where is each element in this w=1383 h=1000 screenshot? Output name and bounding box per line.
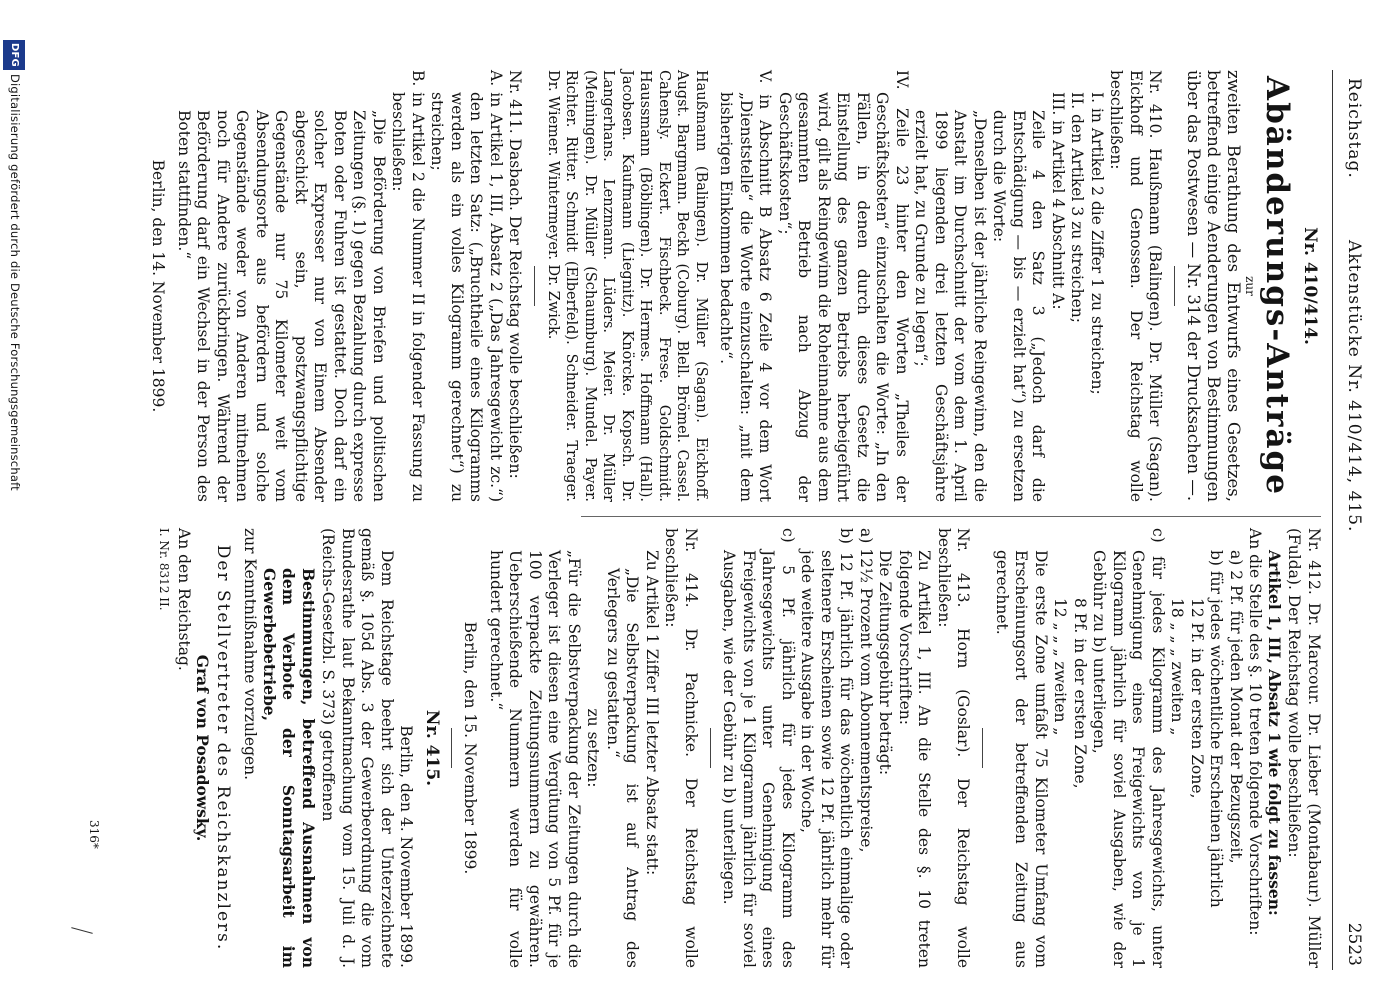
folio-mark: 316*	[87, 820, 101, 849]
amendment-410-signers: Haußmann (Balingen). Dr. Müller (Sagan). Eickhoff. Augst. Bargmann. Beckh (Coburg). Blell. Brömel. Cassel. Cahensly. Eckert. Fischbeck. Frese. Goldschmidt. Haussmann (Böblingen). Dr. Hermes. Hoffmann (Hall). Jacobsen. Kaufmann (Liegnitz). Knörcke. Kopsch. Dr. Langerhans. Lenzmann. Lüders. Meier. Dr. Müller (Meiningen). Dr. Müller (Schaumburg). Mundel. Payer. Richter. Ritter. Schmidt (Elberfeld). Schneider. Traeger. Dr. Wiemer. Wintermeyer. Dr. Zwick.	[545, 70, 709, 502]
intro-paragraph: zweiten Berathung des Entwurfs eines Gesetzes, betreffend einige Aenderungen von Bestimmungen über das Postwesen — Nr. 314 der Drucksachen —.	[1184, 70, 1244, 502]
amendment-411-head: Nr. 411. Dasbach. Der Reichstag wolle beschließen:	[506, 70, 525, 479]
amendment-410-item-6: IV. Zeile 23 hinter den Worten „Theiles der Geschäftskosten“ einzuschalten die Worte: „In den Fällen, in denen durch dieses Gesetz die Einstellung des ganzen Betriebs herbeigeführt wird, gilt als Reingewinn die Roheinnahme aus dem gesammten Betrieb nach Abzug der Geschäftskosten“;	[776, 70, 911, 502]
amendment-412-c1: 8 Pf. in der ersten Zone,	[1071, 598, 1089, 789]
running-header	[1337, 70, 1363, 970]
divider	[1175, 266, 1176, 306]
header-rule	[1332, 70, 1333, 970]
amendment-414-zu-setzen: zu setzen:	[584, 708, 603, 788]
amendment-411-a: A. in Artikel 1, III, Absatz 2 („Das Jahresgewicht zc.“) den letzten Satz: („Bruchtheile eines Kilogramms werden als ein volles Kilogramm gerechnet“) zu streichen;	[428, 70, 505, 502]
amendment-410-item-4: Zeile 4 den Satz 3 („Jedoch darf die Entschädigung — bis — erzielt hat“) zu ersetzen durch die Worte:	[990, 110, 1048, 502]
amendment-412-a: a) 2 Pf. für jeden Monat der Bezugszeit,	[1227, 550, 1245, 864]
divider	[983, 728, 984, 768]
amendment-414-old: „Die Selbstverpackung ist auf Antrag des Verlegers zu gestatten.“	[604, 568, 642, 968]
document-415-end: zur Kenntnißnahme vorzulegen.	[241, 528, 260, 781]
header-page-number: 2523	[1344, 922, 1364, 966]
left-column	[148, 70, 1323, 502]
document-415-head: Nr. 415.	[422, 709, 442, 787]
header-reichstag: Reichstag.	[1344, 78, 1364, 179]
amendment-414-new: „Für die Selbstverpackung der Zeitungen durch die Verleger ist diesen eine Vergütung von 5 Pf. für je 100 verpackte Zeitungsnummern zu gewähren. Ueberschießende Nummern werden für volle hundert gerechnet.“	[487, 550, 583, 968]
divider	[535, 266, 536, 306]
amendment-412-b: b) für jedes wöchentliche Erscheinen jährlich	[1207, 550, 1226, 908]
amendment-410-item-2: II. den Artikel 3 zu streichen;	[1068, 92, 1087, 323]
column-separator	[581, 516, 1321, 517]
document-415-signature-name: Graf von Posadowsky.	[193, 654, 213, 842]
amendment-413-a: a) 12½ Prozent vom Abonnementspreise,	[857, 528, 875, 853]
amendment-412-lead: An die Stelle des §. 10 treten folgende Vorschriften:	[1246, 528, 1265, 936]
amendment-412-zone: Die erste Zone umfaßt 75 Kilometer Umfang vom Erscheinungsort der betreffenden Zeitung aus gerechnet.	[993, 550, 1050, 968]
heading-nr-410-414: Nr. 410/414.	[1300, 227, 1320, 345]
amendment-414-head: Nr. 414. Dr. Pachnicke. Der Reichstag wolle beschließen:	[662, 528, 700, 968]
amendment-412-b2: 18 „ „ „ zweiten „	[1168, 598, 1187, 736]
amendment-411-quote: „Die Beförderung von Briefen und politischen Zeitungen (§. 1) gegen Bezahlung durch expresse Boten oder Fuhren ist gestattet. Doch darf ein solcher Expresser nur von Einem Absender abgeschickt sein, postzwangspflichtige Gegenstände nur 75 Kilometer weit vom Absendungsorte aus befördern und solche Gegenstände weder von Anderen mitnehmen noch für Andere zurückbringen. Während der Beförderung darf ein Wechsel in der Person des Boten stattfinden.“	[175, 110, 388, 502]
footnote-text: Digitalisierung gefördert durch die Deutsche Forschungsgemeinschaft	[8, 73, 22, 491]
amendment-411-b: B. in Artikel 2 die Nummer II in folgender Fassung zu beschließen:	[389, 70, 427, 502]
document-415-reference: I. Nr. 8312 II.	[157, 528, 172, 611]
divider	[710, 728, 711, 768]
document-415-address: An den Reichstag.	[175, 528, 193, 671]
digitization-footnote	[4, 40, 26, 491]
amendment-412-b1: 12 Pf. in der ersten Zone,	[1188, 598, 1206, 799]
dfg-logo: DFG	[4, 40, 26, 70]
amendment-412-c2: 12 „ „ „ zweiten „	[1051, 598, 1070, 736]
right-column	[154, 528, 1323, 968]
amendment-413-c: c) 5 Pf. jährlich für jedes Kilogramm des Jahresgewichts unter Genehmigung eines Freigewichts von je 1 Kilogramm jährlich für soviel Ausgaben, wie der Gebühr zu b) unterliegen.	[720, 528, 797, 968]
amendment-412-c: c) für jedes Kilogramm des Jahresgewichts, unter Genehmigung eines Freigewichts von je 1 Kilogramm jährlich für soviel Ausgaben, wie der Gebühr zu b) unterliegen,	[1090, 528, 1167, 968]
amendment-412-article: Artikel 1, III, Absatz 1 wie folgt zu fassen:	[1265, 550, 1284, 916]
heading-abaenderungs-antraege: Abänderungs-Anträge	[1259, 76, 1296, 496]
pen-mark	[71, 927, 93, 934]
amendment-413-article: Zu Artikel 1, III. An die Stelle des §. 10 treten folgende Vorschriften:	[896, 550, 934, 968]
document-415-signature-title: Der Stellvertreter des Reichskanzlers.	[213, 544, 233, 952]
amendment-413-head: Nr. 413. Horn (Goslar). Der Reichstag wolle beschließen:	[935, 528, 973, 968]
amendment-413-b: b) 12 Pf. jährlich für das wöchentlich einmalige oder seltenere Erscheinen sowie 12 Pf. jährlich mehr für jede weitere Ausgabe in der Woche,	[798, 528, 856, 968]
amendment-410-item-5: „Denselben ist der jährliche Reingewinn, den die Anstalt im Durchschnitt der vom dem 1. April 1899 liegenden drei letzten Geschäftsjahre erzielt hat, zu Grunde zu legen“;	[912, 110, 989, 502]
amendment-414-article: Zu Artikel 1 Ziffer III letzter Absatz statt:	[643, 550, 661, 876]
document-415-date: Berlin, den 4. November 1899.	[397, 725, 416, 968]
document-415-text: Dem Reichstage beehrt sich der Unterzeichnete gemäß §. 105d Abs. 3 der Gewerbeordnung die vom Bundesrathe laut Bekanntmachung vom 15. Juli d. J. (Reichs-Gesetzbl. S. 373) getroffenen	[319, 528, 396, 968]
amendment-410-item-3: III. in Artikel 4 Abschnitt A:	[1049, 92, 1067, 310]
amendment-414-date: Berlin, den 15. November 1899.	[461, 621, 480, 875]
amendment-413-lead: Die Zeitungsgebühr beträgt:	[876, 550, 895, 776]
amendment-410-item-1: I. in Artikel 2 die Ziffer 1 zu streichen;	[1088, 92, 1106, 395]
amendment-410-item-7: V. in Abschnitt B Absatz 6 Zeile 4 vor dem Wort „Dienststelle“ die Worte einzuschalten: „mit dem bisherigen Einkommen bedachte“.	[717, 70, 775, 502]
heading-zur: zur	[1243, 276, 1258, 296]
amendment-410-head: Nr. 410. Haußmann (Balingen). Dr. Müller (Sagan). Eickhoff und Genossen. Der Reichstag wolle beschließen:	[1107, 70, 1165, 502]
document-415-bold: Bestimmungen, betreffend Ausnahmen von dem Verbote der Sonntagsarbeit im Gewerbebetriebe,	[260, 568, 318, 968]
divider	[451, 728, 452, 768]
amendment-412-head: Nr. 412. Dr. Marcour. Dr. Lieber (Montabaur). Müller (Fulda). Der Reichstag wolle beschließen:	[1285, 528, 1323, 968]
header-aktenstuecke: Aktenstücke Nr. 410/414, 415.	[1344, 240, 1364, 533]
amendment-411-date: Berlin, den 14. November 1899.	[149, 159, 168, 413]
